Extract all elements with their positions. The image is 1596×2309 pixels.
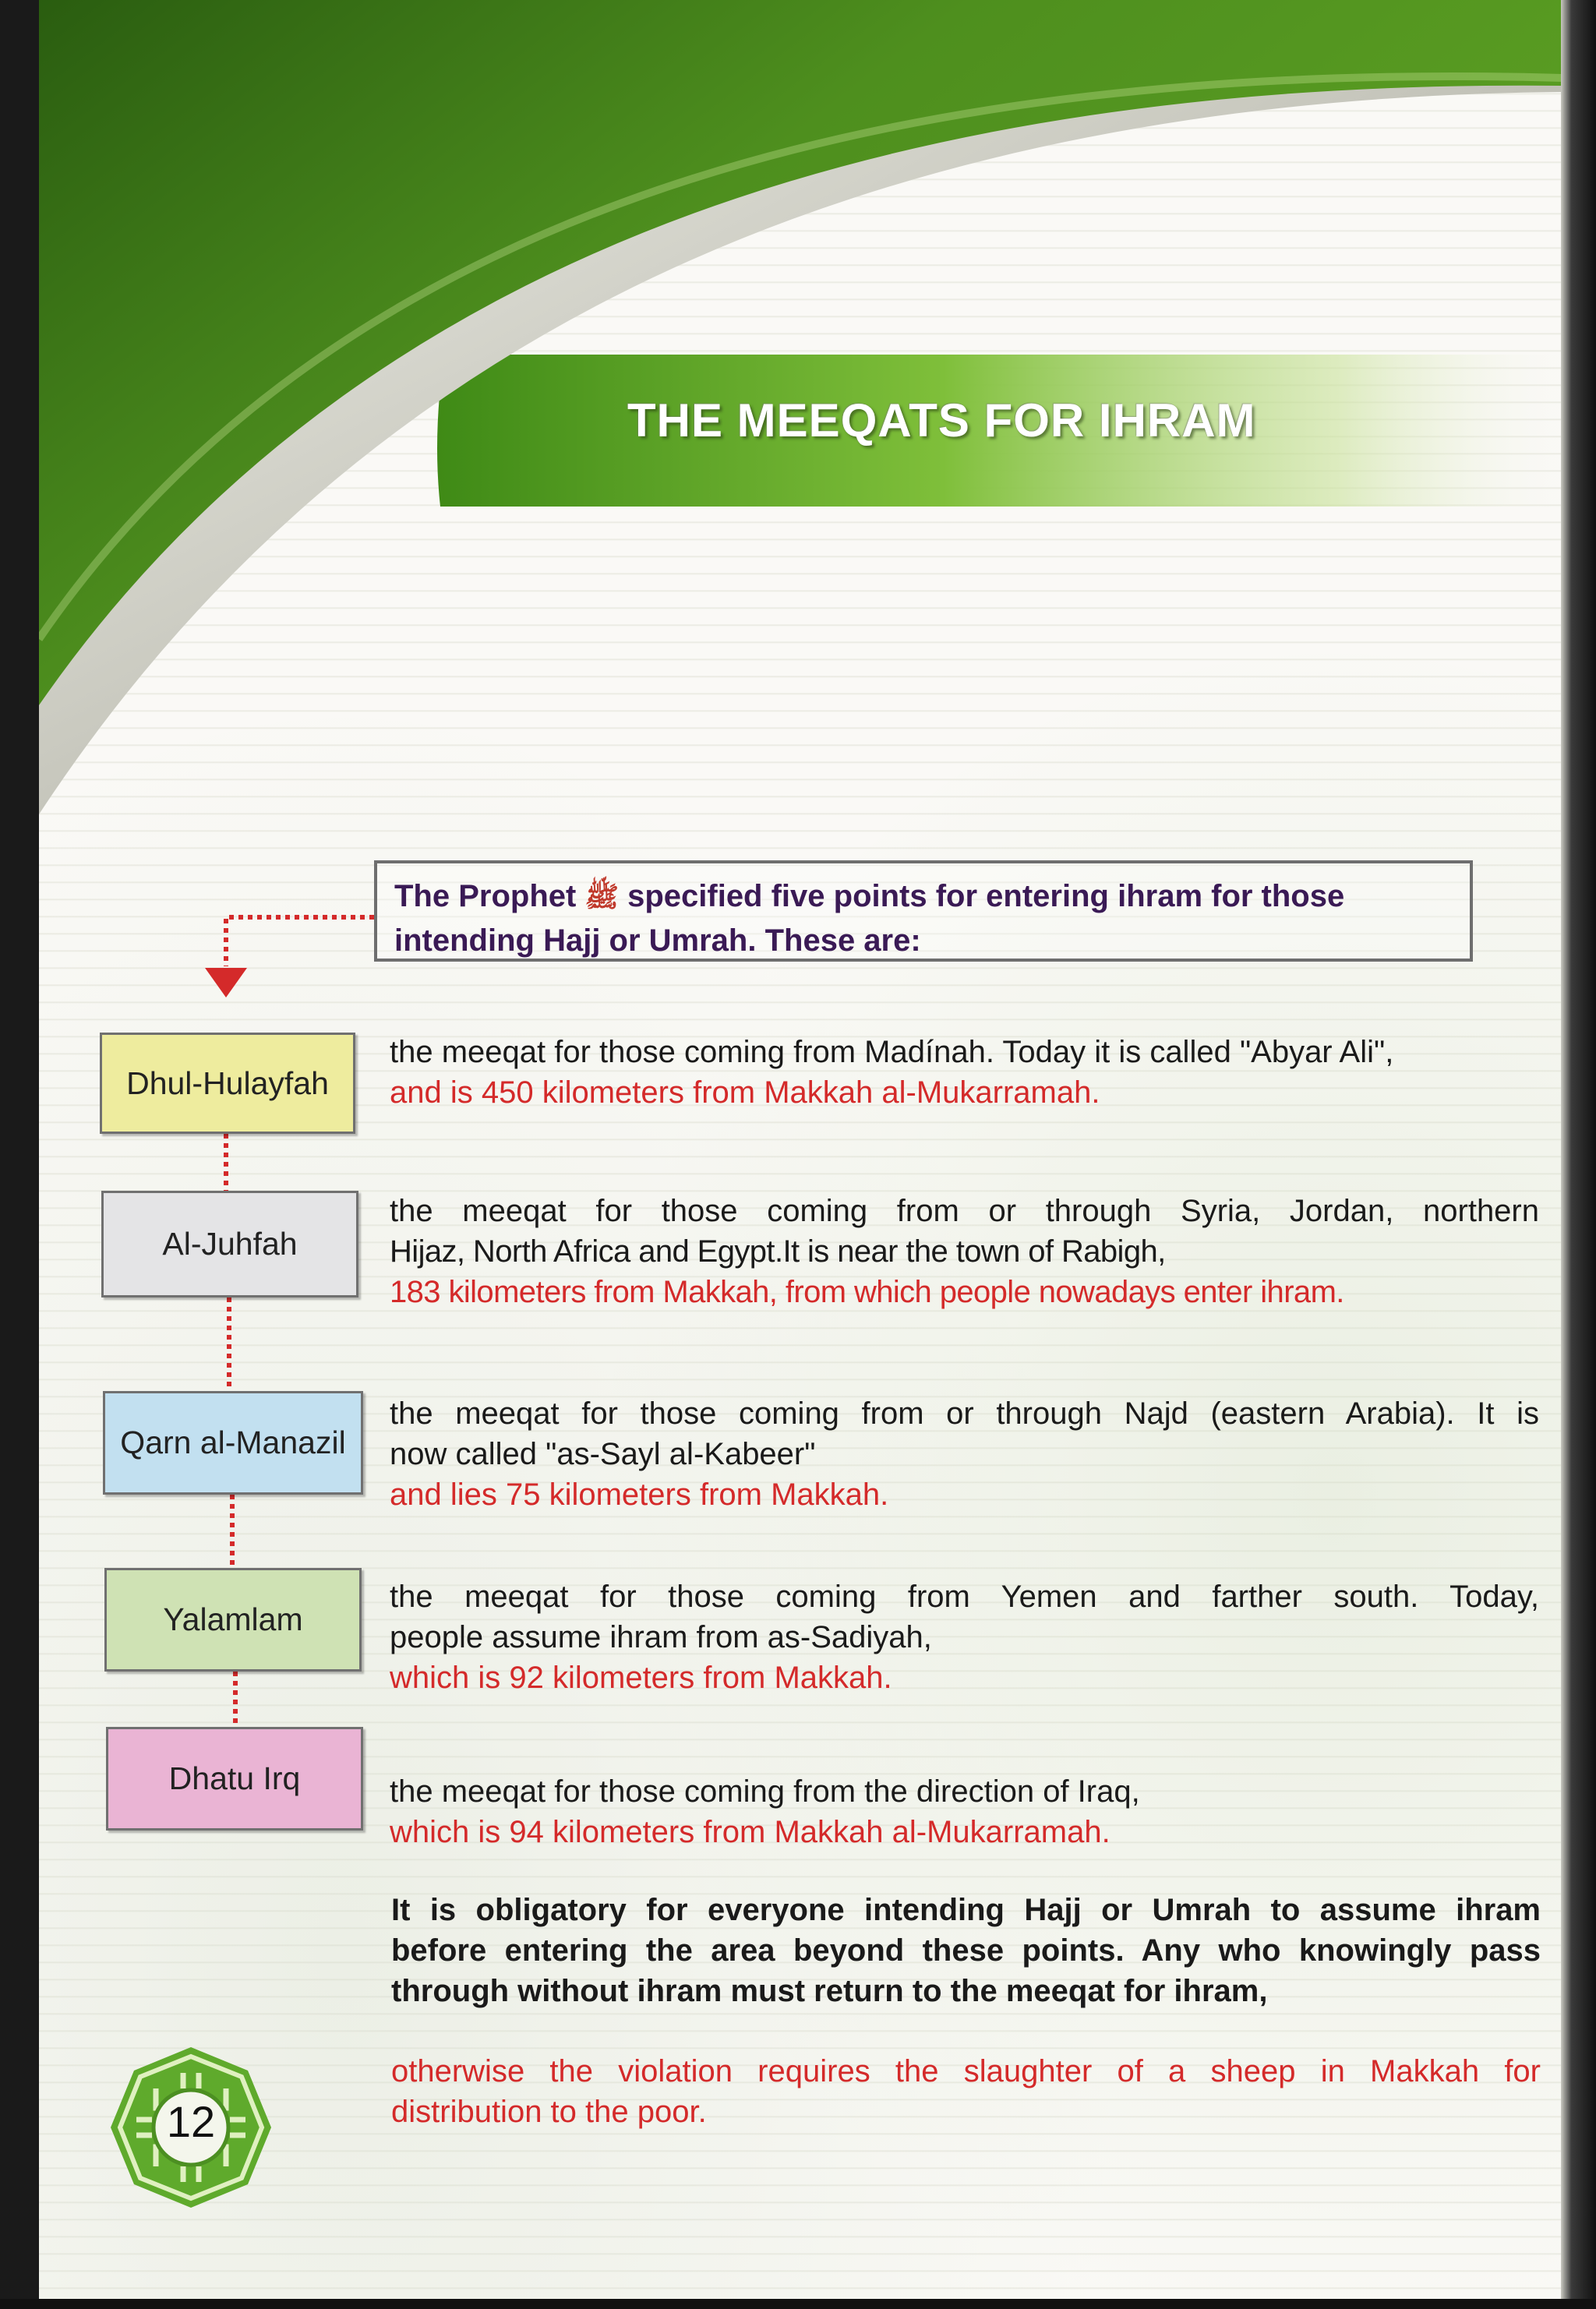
meeqat-box-dhatu-irq: Dhatu Irq [106,1727,363,1831]
description-al-juhfah [390,1191,1539,1312]
text-line: otherwise the violation requires the slaughter of a sheep in Makkah for [391,2054,1541,2088]
text-line: the meeqat for those coming from or through Syria, Jordan, northern [390,1194,1539,1228]
text-line: the meeqat for those coming from or through Najd (eastern Arabia). It is [390,1396,1539,1431]
description-dhul-hulayfah [390,1032,1539,1113]
obligation-paragraph [391,1890,1541,2011]
text-line: before entering the area beyond these points. Any who knowingly pass [391,1933,1541,1968]
text-line: Hijaz, North Africa and Egypt.It is near the town of Rabigh, [390,1234,1166,1269]
meeqat-box-qarn-al-manazil: Qarn al-Manazil [103,1391,363,1495]
page [39,0,1562,2299]
text-line: through without ihram must return to the meeqat for ihram, [391,1974,1268,2008]
arc-green [39,0,1562,705]
distance-line: and is 450 kilometers from Makkah al-Mukarramah. [390,1075,1100,1110]
violation-paragraph [391,2051,1541,2132]
meeqat-box-dhul-hulayfah: Dhul-Hulayfah [100,1033,355,1134]
distance-line: 183 kilometers from Makkah, from which people nowadays enter ihram. [390,1275,1344,1309]
meeqat-box-al-juhfah: Al-Juhfah [101,1191,358,1297]
salutation-symbol: ﷺ [584,881,619,913]
text-line: the meeqat for those coming from Yemen and farther south. Today, [390,1580,1539,1614]
intro-line-2: intending Hajj or Umrah. These are: [394,923,921,958]
distance-line: which is 94 kilometers from Makkah al-Mukarramah. [390,1815,1110,1849]
distance-line: and lies 75 kilometers from Makkah. [390,1478,889,1512]
meeqat-box-yalamlam: Yalamlam [104,1568,362,1672]
description-dhatu-irq [390,1771,1539,1852]
page-edge-shadow [1561,0,1596,2309]
intro-line-1: The Prophet ﷺ specified five points for entering ihram for those [394,879,1345,913]
text-line: people assume ihram from as-Sadiyah, [390,1620,932,1654]
text-line: the meeqat for those coming from the direction of Iraq, [390,1774,1140,1809]
page-title: THE MEEQATS FOR IHRAM [627,394,1256,447]
page-bottom-edge [0,2299,1596,2309]
text-line: the meeqat for those coming from Madínah. Today it is called "Abyar Ali", [390,1035,1394,1069]
text-line: distribution to the poor. [391,2095,707,2129]
page-number: 12 [166,2097,216,2146]
distance-line: which is 92 kilometers from Makkah. [390,1661,892,1695]
text-line: now called "as-Sayl al-Kabeer" [390,1437,816,1471]
intro-box [374,860,1473,962]
description-qarn-al-manazil [390,1393,1539,1515]
description-yalamlam [390,1576,1539,1698]
text-line: It is obligatory for everyone intending Hajj or Umrah to assume ihram [391,1893,1541,1927]
arrow-down-icon [205,968,247,997]
